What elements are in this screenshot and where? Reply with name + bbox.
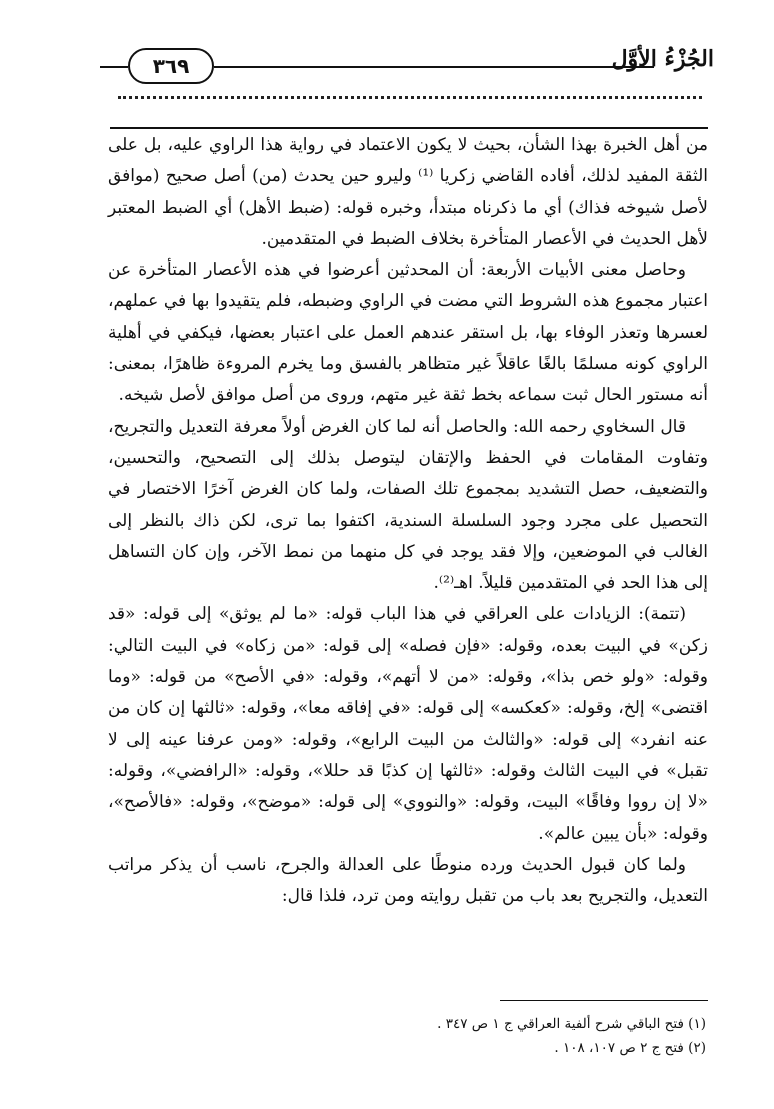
footnotes [108,1012,706,1060]
paragraph: (تتمة): الزيادات على العراقي في هذا الباب قوله: «ما لم يوثق» إلى قوله: «قد زكن» في البيت بعده، وقوله: «فإن فصله» إلى قوله: «من زكاه» في البيت التالي: وقوله: «ولو خص بذا»، وقوله: «من لا أتهم»، وقوله: «في الأصح» من قوله: «وما اقتضى» إلخ، وقوله: «كعكسه» إلى قوله: «في إفاقه معا»، وقوله: «ثالثها إن كان من عنه انفرد» إلى قوله: «والثالث من البيت الرابع»، وقوله: «ومن عرفنا عينه إلى لا تقبل» في البيت الثالث وقوله: «ثالثها إن كذبًا قد حللا»، وقوله: «الرافضي»، وقوله: «لا إن رووا وفاقًا» البيت، وقوله: «والنووي» إلى قوله: «موضح»، وقوله: «فالأصح»، وقوله: «بأن يبين عالم». [108,604,708,844]
footnote-rule [500,1000,708,1001]
main-text [108,130,708,912]
paragraph: وحاصل معنى الأبيات الأربعة: أن المحدثين أعرضوا في هذه الأعصار المتأخرة عن اعتبار مجموع هذه الشروط التي مضت في الراوي وضبطه، فلم يتقيدوا بها في عملهم، لعسرها وتعذر الوفاء بها، بل استقر عندهم العمل على اعتبار بعضها، فيكفي في أهلية الراوي كونه مسلمًا بالغًا عاقلاً غير متظاهر بالفسق وما يخرم المروءة ظاهرًا، بمعنى: أنه مستور الحال ثبت سماعه بخط ثقة غير متهم، وروى من أصل موافق لأصل شيخه. [108,260,708,406]
footnote: (٢) فتح ج ٢ ص ١٠٧، ١٠٨ . [554,1040,706,1056]
paragraph: من أهل الخبرة بهذا الشأن، بحيث لا يكون الاعتماد في رواية هذا الراوي عليه، بل على الثقة المفيد لذلك، أفاده القاضي زكريا ⁽¹⁾ وليرو حين يحدث (من) أصل صحيح (موافق لأصل شيوخه فذاك) أي ما ذكرناه مبتدأ، وخبره قوله: (ضبط الأهل) أي الضبط المعتبر لأهل الحديث في الأعصار المتأخرة بخلاف الضبط في المتقدمين. [108,135,708,249]
page-number-frame [128,48,214,84]
paragraph: ولما كان قبول الحديث ورده منوطًا على العدالة والجرح، ناسب أن يذكر مراتب التعديل، والتجريح بعد باب من تقبل روايته ومن ترد، فلذا قال: [108,854,708,907]
running-title: الجُزْءُ الأوَّل [611,46,714,72]
header-rule-left [100,66,128,68]
dotted-separator [118,96,702,109]
page-header [110,40,714,100]
text-top-rule [110,127,708,129]
header-rule [214,66,654,68]
footnote: (١) فتح الباقي شرح ألفية العراقي ج ١ ص ٣٤٧ . [437,1016,706,1032]
paragraph: قال السخاوي رحمه الله: والحاصل أنه لما كان الغرض أولاً معرفة التعديل والتجريح، وتفاوت المقامات في الحفظ والإتقان ليتوصل بذلك إلى التصحيح، والتحسين، والتضعيف، حصل التشديد بمجموع تلك الصفات، ولما كان الغرض آخرًا الاختصار في التحصيل على مجرد وجود السلسلة السندية، اكتفوا بما ترى، لكن ذاك بالنظر إلى الغالب في الموضعين، وإلا فقد يوجد في كل منهما من نمط الآخر، وإن كان التساهل إلى هذا الحد في المتقدمين قليلاً. اهـ⁽²⁾. [108,416,708,594]
page-number: ٣٦٩ [152,54,190,78]
